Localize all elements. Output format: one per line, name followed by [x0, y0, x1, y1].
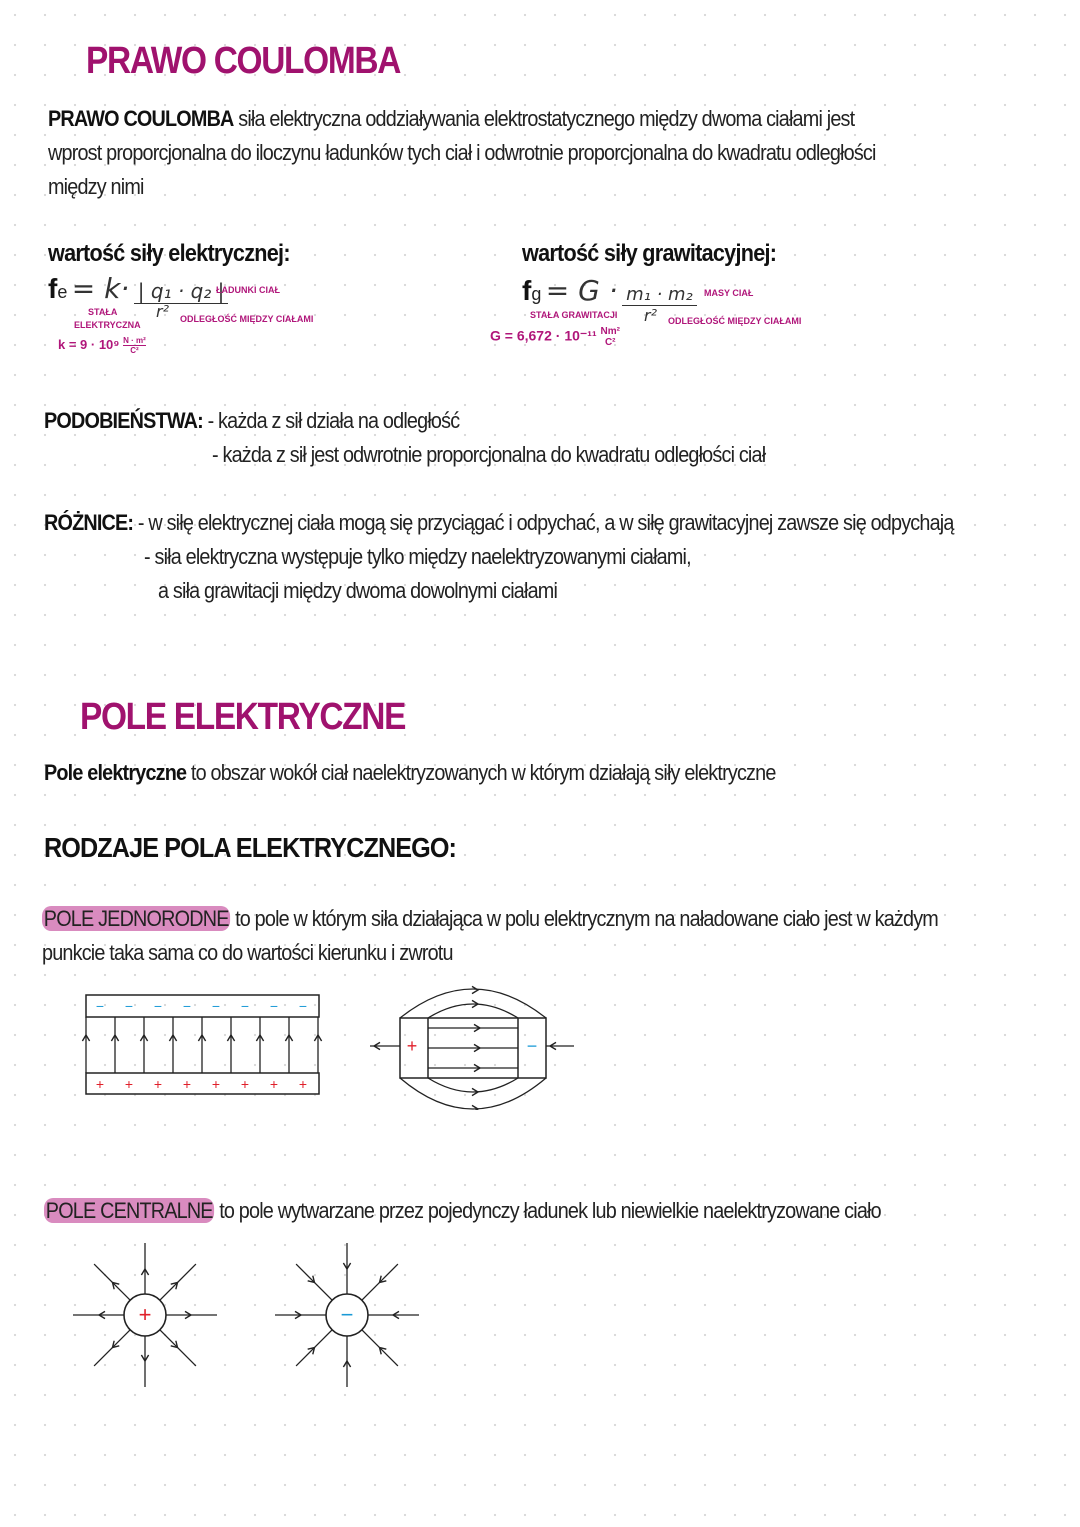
coulomb-definition-line-1 — [48, 102, 854, 136]
label-charges: ŁADUNKI CIAŁ — [216, 285, 280, 295]
gravity-force-heading: wartość siły grawitacyjnej: — [522, 240, 777, 267]
unit-den: C² — [604, 337, 616, 348]
label-distance: ODLEGŁOŚĆ MIĘDZY CIAŁAMI — [180, 314, 314, 324]
gravity-force-formula — [522, 274, 697, 307]
central-field-text: to pole wytwarzane przez pojedynczy ładunek lub niewielkie naelektryzowane ciało — [219, 1198, 881, 1223]
minus-sign: − — [153, 998, 163, 1014]
minus-sign: − — [211, 998, 221, 1014]
uniform-field-text: to pole w którym siła działająca w polu elektrycznym na naładowane ciało jest w każdym — [235, 906, 938, 931]
formula-numerator: | q₁ · q₂ | — [134, 279, 229, 304]
difference-item: - w siłę elektrycznej ciała mogą się przyciągać i odpychać, a w siłę grawitacyjnej zawsze się odpychają — [137, 510, 954, 535]
formula-lhs: f — [48, 273, 58, 304]
negative-plate — [86, 995, 319, 1017]
field-line — [428, 1078, 518, 1092]
definition-term: Pole elektryczne — [44, 760, 187, 785]
plus-sign: + — [269, 1076, 279, 1092]
label-distance: ODLEGŁOŚĆ MIĘDZY CIAŁAMI — [668, 316, 802, 326]
formula-eq: = G · — [545, 274, 618, 307]
positive-plate — [86, 1073, 319, 1094]
plus-sign: + — [240, 1076, 250, 1092]
label-masses: MASY CIAŁ — [704, 288, 754, 298]
electric-constant — [58, 336, 146, 355]
formula-eq: = k· — [71, 272, 130, 305]
formula-lhs: f — [522, 275, 532, 306]
plus-sign: + — [298, 1076, 308, 1092]
central-field-diagrams — [0, 1230, 460, 1400]
field-line — [400, 1078, 546, 1109]
gravity-constant — [490, 326, 620, 348]
arrowhead — [472, 986, 478, 993]
definition-text: to obszar wokół ciał naelektryzowanych w którym działają siły elektryczne — [190, 760, 776, 785]
formula-subscript: g — [531, 284, 542, 304]
plus-sign: + — [95, 1076, 105, 1092]
minus-sign: − — [340, 1302, 354, 1327]
electric-force-formula — [48, 272, 228, 305]
unit-num: N · m² — [123, 336, 146, 345]
formula-denominator: r² — [644, 306, 657, 325]
minus-sign: − — [95, 998, 105, 1014]
formula-numerator: m₁ · m₂ — [622, 284, 697, 306]
definition-text: siła elektryczna oddziaływania elektrostatycznego między dwoma ciałami jest — [238, 106, 855, 131]
label-const-1: STAŁA — [88, 307, 118, 317]
label-const: STAŁA GRAWITACJI — [530, 310, 618, 320]
similarity-item: - każda z sił jest odwrotnie proporcjonalna do kwadratu odległości ciał — [212, 442, 766, 467]
similarities-row-1 — [44, 404, 459, 438]
const-value: G = 6,672 · 10⁻¹¹ — [490, 327, 597, 344]
field-definition — [44, 756, 776, 790]
differences-label: RÓŻNICE: — [44, 510, 134, 535]
unit-num: Nm² — [600, 326, 620, 337]
similarities-label: PODOBIEŃSTWA: — [44, 408, 203, 433]
central-field-term: POLE CENTRALNE — [45, 1198, 213, 1223]
uniform-field-term: POLE JEDNORODNE — [43, 906, 229, 931]
plus-sign: + — [211, 1076, 221, 1092]
formula-denominator: r² — [156, 302, 169, 321]
minus-sign: − — [526, 1036, 538, 1056]
uniform-field-diagrams — [0, 980, 620, 1110]
difference-item: - siła elektryczna występuje tylko między naelektryzowanymi ciałami, — [144, 544, 691, 569]
field-line — [428, 1004, 518, 1018]
plus-sign: + — [124, 1076, 134, 1092]
minus-sign: − — [124, 998, 134, 1014]
plus-sign: + — [153, 1076, 163, 1092]
minus-sign: − — [240, 998, 250, 1014]
similarity-item: - każda z sił działa na odległość — [207, 408, 460, 433]
plus-sign: + — [138, 1302, 152, 1327]
label-const-2: ELEKTRYCZNA — [74, 320, 141, 330]
uniform-field-line-2: punkcie taka sama co do wartości kierunku i zwrotu — [42, 940, 453, 965]
definition-term: PRAWO COULOMBA — [48, 106, 234, 131]
electric-force-heading: wartość siły elektrycznej: — [48, 240, 290, 267]
section-title-electric-field: POLE ELEKTRYCZNE — [80, 696, 406, 738]
central-field-line — [44, 1194, 881, 1228]
formula-subscript: e — [57, 282, 68, 302]
coulomb-definition-line-3: między nimi — [48, 174, 144, 199]
difference-item-cont: a siła grawitacji między dwoma dowolnymi ciałami — [158, 578, 558, 603]
uniform-field-line-1 — [42, 902, 938, 936]
minus-sign: − — [269, 998, 279, 1014]
plus-sign: + — [182, 1076, 192, 1092]
plus-sign: + — [406, 1036, 418, 1056]
coulomb-definition-line-2: wprost proporcjonalna do iloczynu ładunków tych ciał i odwrotnie proporcjonalna do kwadratu odległości — [48, 140, 876, 165]
const-value: k = 9 · 10⁹ — [58, 336, 120, 352]
field-types-heading: RODZAJE POLA ELEKTRYCZNEGO: — [44, 832, 457, 863]
minus-sign: − — [182, 998, 192, 1014]
unit-den: C² — [130, 346, 139, 355]
section-title-coulomb: PRAWO COULOMBA — [86, 40, 401, 82]
differences-row-1 — [44, 506, 954, 540]
minus-sign: − — [298, 998, 308, 1014]
